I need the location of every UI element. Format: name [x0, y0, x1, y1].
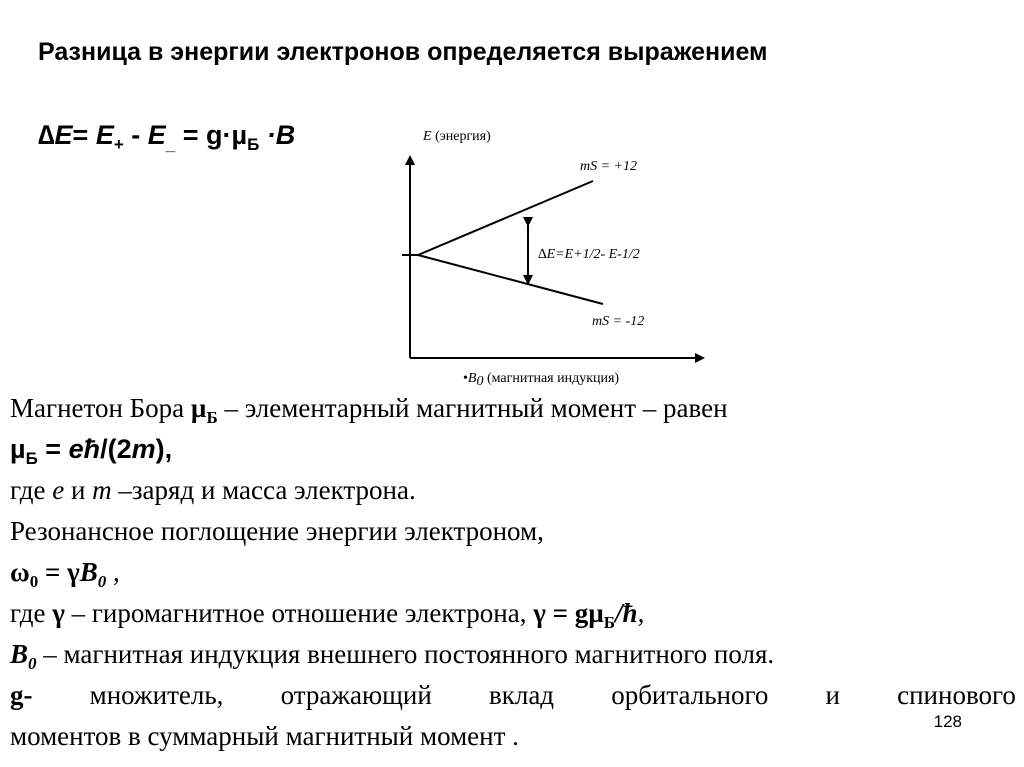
bohr-magneton-definition — [10, 393, 728, 433]
l3-c: –заряд и масса электрона. — [111, 475, 416, 505]
upper-level-label: mS = +12 — [580, 159, 638, 174]
l1-mu: µ — [190, 393, 207, 423]
formula-e-minus: E — [147, 120, 166, 150]
formula-e-plus: E — [95, 120, 114, 150]
l2-eq: = — [37, 434, 69, 464]
formula-dot-b: ·B — [259, 120, 296, 150]
page-number: 128 — [933, 712, 962, 731]
y-axis-label-e: E — [423, 129, 432, 144]
l6-b: – гиромагнитное отношение электрона, — [64, 598, 534, 628]
lower-level-label: mS = -12 — [592, 314, 645, 329]
x-axis-label-rest: (магнитная индукция) — [483, 371, 620, 386]
l6-mu-sub: Б — [603, 613, 616, 632]
l8-word: вклад — [488, 680, 555, 710]
formula-delta-e: ∆E — [38, 120, 73, 150]
l5-omega-sub: 0 — [29, 572, 39, 591]
formula-plus-sub: + — [113, 135, 124, 154]
l2-close: ), — [155, 434, 173, 464]
resonant-absorption-text: Резонансное поглощение энергии электроном, — [10, 516, 544, 546]
l2-mu-sub: Б — [25, 449, 38, 468]
l5-omega: ω — [10, 557, 30, 587]
l6-mu: µ — [588, 598, 604, 628]
l1-text-b: – элементарный магнитный момент – равен — [217, 393, 728, 423]
y-axis-label — [422, 129, 491, 144]
l3-m: m — [92, 475, 112, 505]
l6-hbar: /ħ — [615, 598, 638, 628]
l3-b: и — [64, 475, 93, 505]
formula-minus: - — [123, 120, 148, 150]
l8-word: отражающий — [280, 680, 432, 710]
formula-eq1: = — [72, 120, 96, 150]
formula-mu-sub: Б — [247, 135, 260, 154]
l8-word: и — [825, 680, 840, 710]
l5-eq: = γ — [38, 557, 80, 587]
magnetic-induction-text — [10, 639, 774, 679]
l1-text-a: Магнетон Бора — [10, 393, 191, 423]
l6-comma: , — [637, 598, 645, 628]
l2-m: m — [131, 434, 156, 464]
l6-a: где — [10, 598, 53, 628]
upper-level-line — [418, 181, 593, 255]
x-axis-label-b: B — [467, 371, 477, 386]
g-factor-text-line2: моментов в суммарный магнитный момент . — [10, 721, 519, 751]
l2-rest: /(2 — [100, 434, 132, 464]
l6-gamma: γ — [52, 598, 65, 628]
l1-mu-sub: Б — [206, 408, 218, 427]
l2-e-hbar: eħ — [68, 434, 101, 464]
x-axis-label-sub: 0 — [476, 374, 484, 389]
bohr-magneton-formula — [10, 434, 172, 474]
y-axis-label-rest: (энергия) — [431, 129, 491, 144]
l7-rest: – магнитная индукция внешнего постоянного магнитного поля. — [36, 639, 775, 669]
l8-word-g: g- — [10, 680, 33, 710]
formula-eq2: = g·µ — [175, 120, 248, 150]
l5-b: B — [79, 557, 98, 587]
l5-b-sub: 0 — [97, 572, 107, 591]
l5-tail: , — [106, 557, 120, 587]
resonance-formula — [10, 557, 120, 597]
l3-e: e — [52, 475, 65, 505]
charge-mass-note — [10, 475, 416, 505]
g-factor-text-line1 — [10, 680, 1016, 710]
x-axis-bullet: • — [463, 371, 468, 386]
l8-word: множитель, — [89, 680, 224, 710]
slide-heading: Разница в энергии электронов определяется выражением — [38, 38, 768, 66]
l6-gamma-eq: γ = g — [533, 598, 589, 628]
x-axis-label — [463, 371, 619, 389]
lower-level-line — [418, 255, 603, 304]
l2-mu: µ — [10, 434, 26, 464]
l3-a: где — [10, 475, 53, 505]
l7-b: B — [10, 639, 29, 669]
energy-gap-label: ∆E=E+1/2- E-1/2 — [538, 247, 640, 262]
l8-word: спинового — [897, 680, 1016, 710]
gyromagnetic-ratio-text — [10, 598, 644, 638]
formula-minus-sub: _ — [165, 135, 176, 154]
l7-b-sub: 0 — [28, 654, 37, 673]
l8-word: орбитального — [611, 680, 769, 710]
